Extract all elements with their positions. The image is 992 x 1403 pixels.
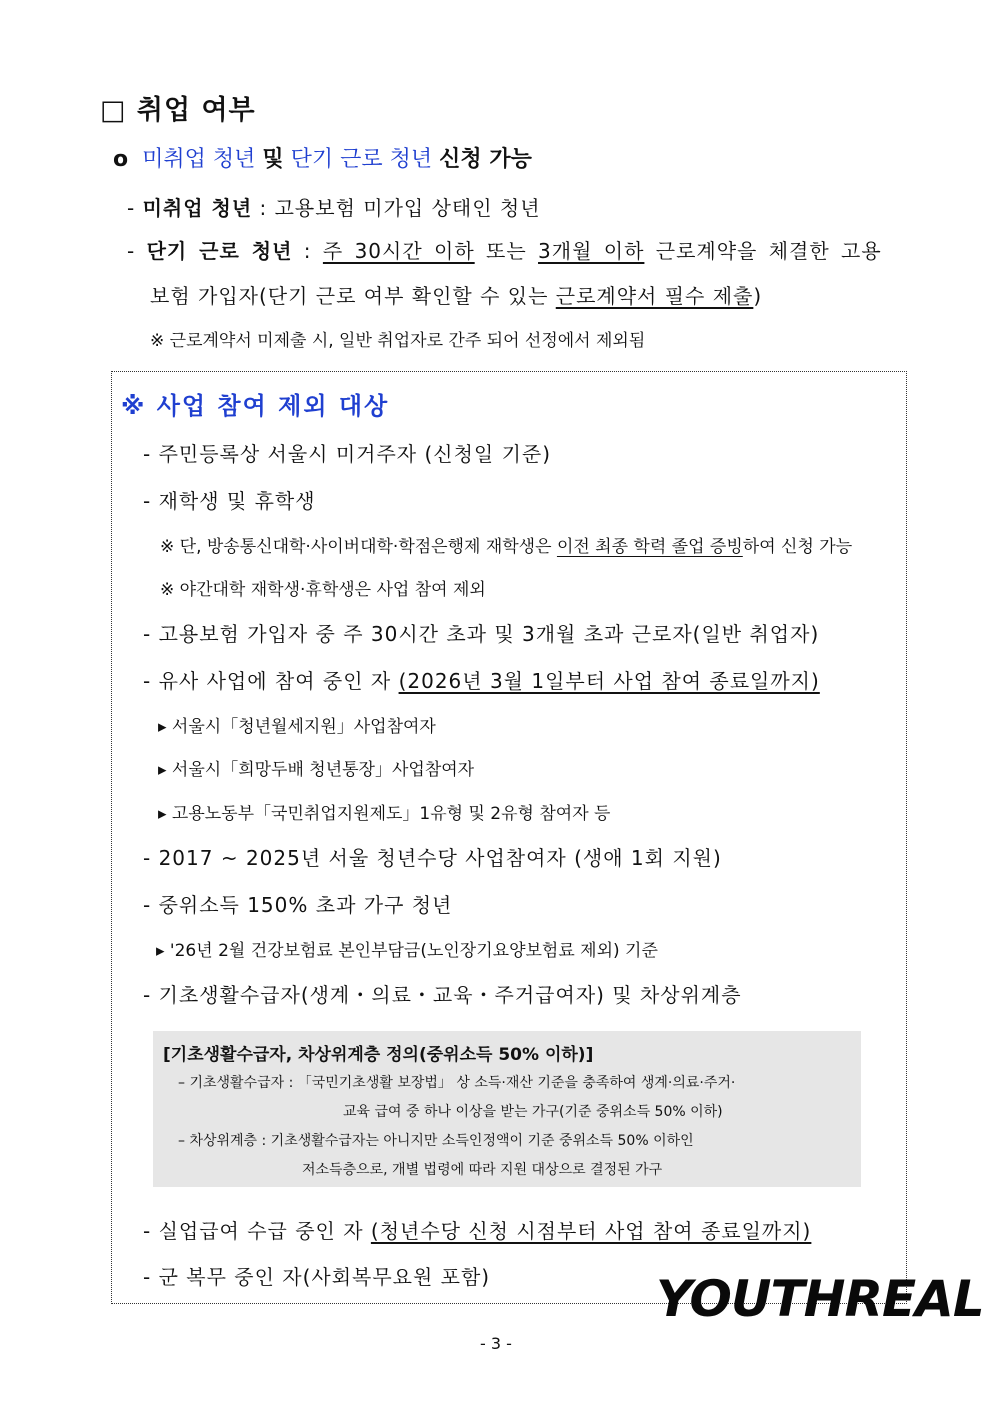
eligibility-line: [113, 142, 532, 173]
exclusion-item-income: - 중위소득 150% 초과 가구 청년: [143, 893, 453, 917]
definition-title: [기초생활수급자, 차상위계층 정의(중위소득 50% 이하)]: [163, 1045, 594, 1065]
unemployed-definition: [127, 192, 541, 221]
shortterm-months: 3개월 이하: [538, 239, 645, 263]
exclusion-item-unemployment-benefit: [143, 1215, 811, 1244]
section-title: □ 취업 여부: [100, 95, 256, 126]
unemployed-desc: : 고용보험 미가입 상태인 청년: [259, 196, 541, 220]
shortterm-or: 또는: [486, 239, 527, 263]
definition-line-1: – 기초생활수급자 : 「국민기초생활 보장법」 상 소득·재산 기준을 충족하여 생계·의료·주거·: [178, 1075, 736, 1091]
unemployment-benefit-period: (청년수당 신청 시점부터 사업 참여 종료일까지): [370, 1219, 812, 1243]
students-note-1-end: 하여 신청 가능: [742, 537, 853, 557]
shortterm-line2: [150, 280, 762, 309]
similar-program-3: ▸ 고용노동부「국민취업지원제도」1유형 및 2유형 참여자 등: [158, 804, 611, 824]
dash: -: [127, 196, 136, 220]
exclusion-title: ※ 사업 참여 제외 대상: [121, 392, 390, 420]
dash: -: [127, 239, 136, 263]
exclusion-item-students: - 재학생 및 휴학생: [143, 489, 316, 513]
shortterm-rest: 근로계약을 체결한 고용: [655, 239, 882, 263]
exclusion-item-past-participants: - 2017 ~ 2025년 서울 청년수당 사업참여자 (생애 1회 지원): [143, 846, 722, 870]
exclusion-item-military: - 군 복무 중인 자(사회복무요원 포함): [143, 1265, 491, 1289]
shortterm-line2-text: 보험 가입자(단기 근로 여부 확인할 수 있는: [150, 284, 549, 308]
students-note-1-proof: 이전 최종 학력 졸업 증빙: [556, 537, 743, 557]
exclusion-item-insured: - 고용보험 가입자 중 주 30시간 초과 및 3개월 초과 근로자(일반 취업자): [143, 622, 820, 646]
shortterm-note: ※ 근로계약서 미제출 시, 일반 취업자로 간주 되어 선정에서 제외됨: [150, 331, 646, 351]
students-note-2: ※ 야간대학 재학생·휴학생은 사업 참여 제외: [160, 580, 486, 600]
shortterm-definition: [127, 235, 882, 264]
exclusion-item-basic-livelihood: - 기초생활수급자(생계・의료・교육・주거급여자) 및 차상위계층: [143, 983, 742, 1007]
shortterm-contract-required: 근로계약서 필수 제출: [555, 284, 754, 308]
eligibility-unemployed: 미취업 청년: [142, 147, 256, 172]
definition-line-4: 저소득층으로, 개별 법령에 따라 지원 대상으로 결정된 가구: [302, 1162, 663, 1178]
unemployment-benefit-text: - 실업급여 수급 중인 자: [143, 1219, 364, 1243]
students-note-1: [160, 532, 852, 557]
income-basis: ▸ '26년 2월 건강보험료 본인부담금(노인장기요양보험료 제외) 기준: [156, 941, 658, 961]
paren-close: ): [753, 284, 763, 308]
shortterm-term: 단기 근로 청년: [146, 239, 293, 263]
shortterm-hours: 주 30시간 이하: [322, 239, 475, 263]
bullet-marker: o: [113, 147, 129, 172]
definition-line-2: 교육 급여 중 하나 이상을 받는 가구(기준 중위소득 50% 이하): [343, 1104, 723, 1120]
similar-program-1: ▸ 서울시「청년월세지원」사업참여자: [158, 717, 436, 737]
eligibility-shortterm: 단기 근로 청년: [290, 147, 433, 172]
shortterm-sep: :: [303, 239, 312, 263]
similar-programs-period: (2026년 3월 1일부터 사업 참여 종료일까지): [398, 669, 820, 693]
definition-line-3: – 차상위계층 : 기초생활수급자는 아니지만 소득인정액이 기준 중위소득 50% 이하인: [178, 1133, 694, 1149]
page-number: - 3 -: [480, 1334, 512, 1353]
unemployed-term: 미취업 청년: [142, 196, 253, 220]
youthreal-logo: YOUTHREAL: [656, 1270, 984, 1328]
eligibility-and: 및: [262, 147, 284, 172]
similar-program-2: ▸ 서울시「희망두배 청년통장」사업참여자: [158, 760, 475, 780]
students-note-1-text: ※ 단, 방송통신대학·사이버대학·학점은행제 재학생은: [160, 537, 552, 557]
exclusion-item-similar-programs: [143, 665, 820, 694]
eligibility-possible: 신청 가능: [439, 147, 532, 172]
similar-programs-text: - 유사 사업에 참여 중인 자: [143, 669, 392, 693]
exclusion-item-residence: - 주민등록상 서울시 미거주자 (신청일 기준): [143, 442, 552, 466]
